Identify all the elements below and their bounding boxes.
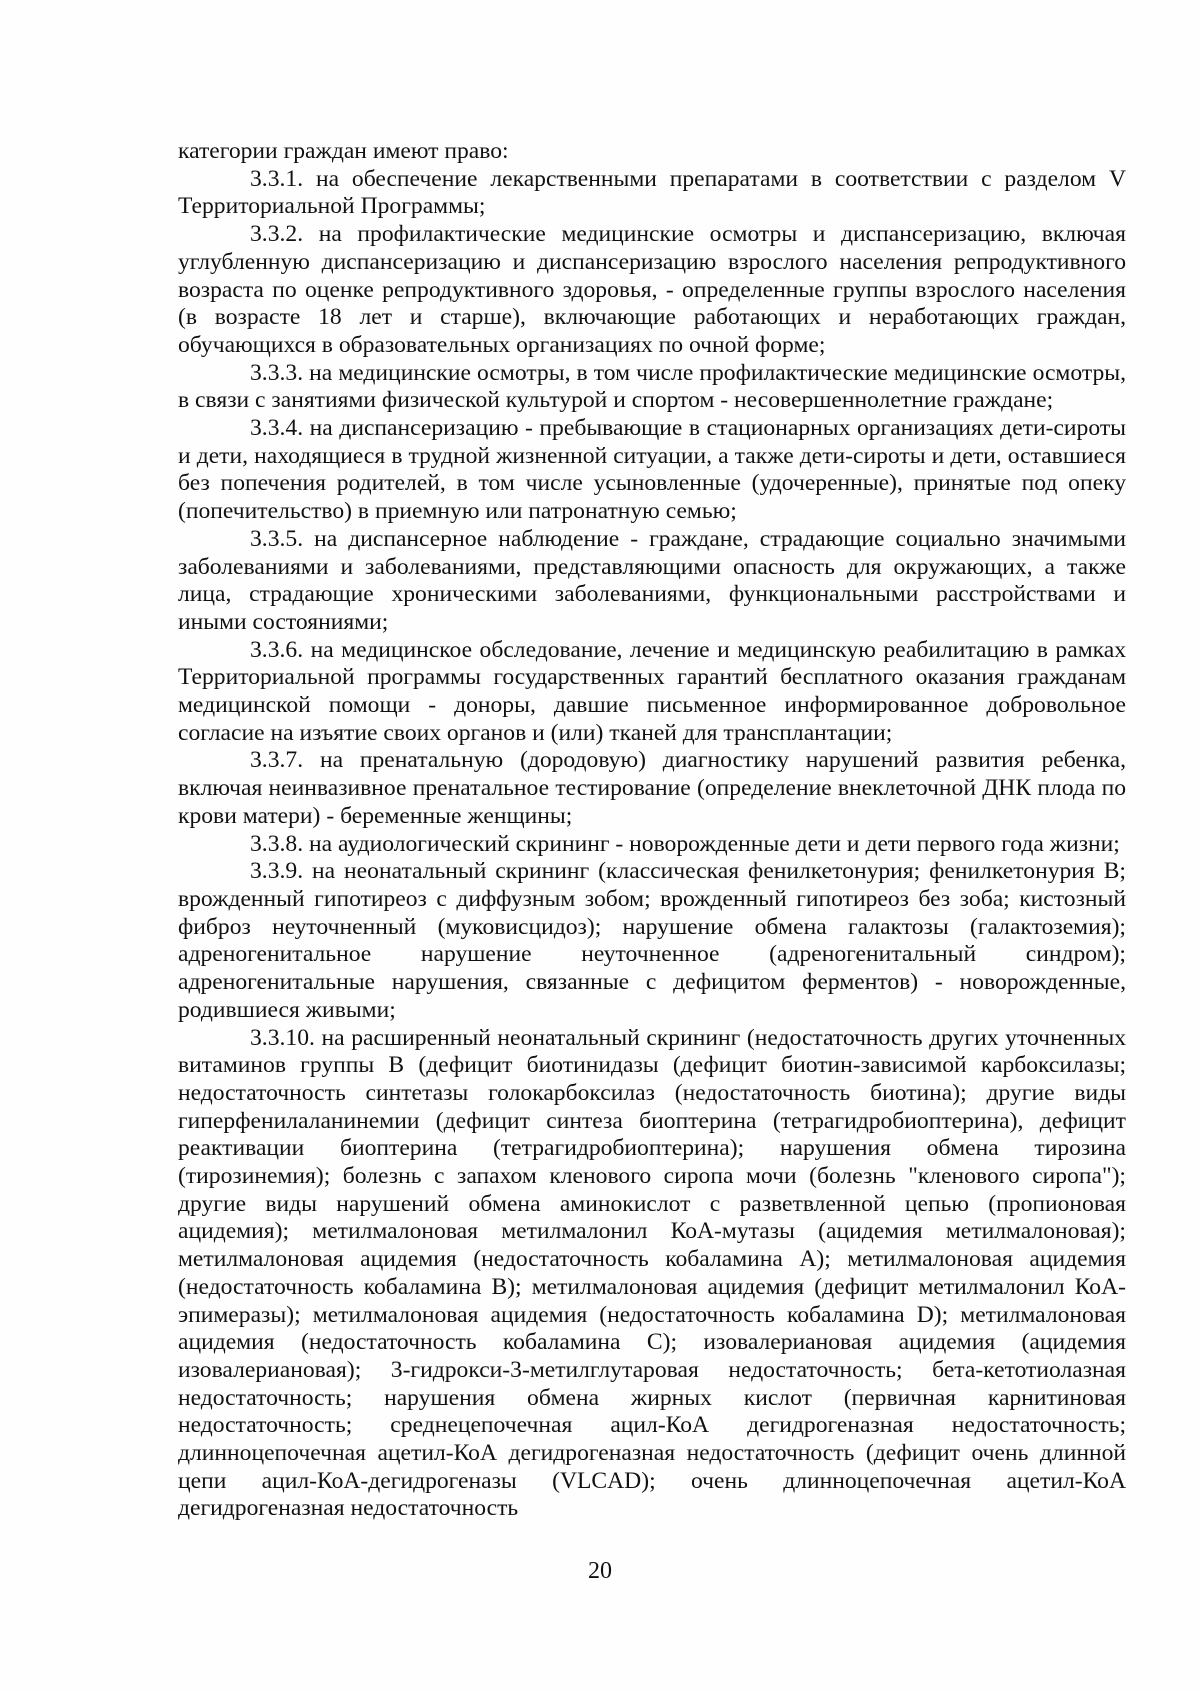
intro-paragraph: категории граждан имеют право: — [178, 138, 509, 164]
item-text: на неонатальный скрининг (классическая фенилкетонурия; фенилкетонурия B; врожденный гипотиреоз с диффузным зобом; врожденный гипотиреоз без зоба; кистозный фиброз неуточненный (муковисцидоз); нарушение обмена галактозы (галактоземия); адреногенитальное нарушение неуточненное (адреногенитальный синдром); адреногенитальные нарушения, связанные с дефицитом ферментов) - новорожденные, родившиеся живыми; — [178, 858, 1126, 1023]
item-number: 3.3.3. — [250, 359, 304, 386]
item-text: на профилактические медицинские осмотры и диспансеризацию, включая углубленную диспансеризацию и диспансеризацию взрослого населения репродуктивного возраста по оценке репродуктивного здоровья, - определенные группы взрослого населения (в возрасте 18 лет и старше), включающие работающих и неработающих граждан, обучающихся в образовательных организациях по очной форме; — [178, 221, 1126, 358]
item-number: 3.3.1. — [250, 165, 304, 192]
item-text: на диспансеризацию - пребывающие в стационарных организациях дети-сироты и дети, находящиеся в трудной жизненной ситуации, а также дети-сироты и дети, оставшиеся без попечения родителей, в том числе усыновленные (удочеренные), принятые под опеку (попечительство) в приемную или патронатную семью; — [178, 415, 1126, 525]
item-text: на аудиологический скрининг - новорожденные дети и дети первого года жизни; — [309, 830, 1120, 857]
item-number: 3.3.5. — [250, 525, 304, 552]
item-text: на пренатальную (дородовую) диагностику нарушений развития ребенка, включая неинвазивное пренатальное тестирование (определение внеклеточной ДНК плода по крови матери) - беременные женщины; — [178, 747, 1126, 829]
item-number: 3.3.6. — [250, 636, 304, 663]
item-number: 3.3.10. — [250, 1024, 315, 1051]
item-number: 3.3.8. — [250, 830, 304, 857]
item-3-3-5 — [178, 526, 1126, 637]
item-3-3-4 — [178, 415, 1126, 526]
item-3-3-9 — [178, 858, 1126, 1024]
item-text: на обеспечение лекарственными препаратами в соответствии с разделом V Территориальной Программы; — [178, 165, 1126, 220]
item-number: 3.3.9. — [250, 858, 304, 885]
item-text: на медицинское обследование, лечение и медицинскую реабилитацию в рамках Территориальной программы государственных гарантий бесплатного оказания гражданам медицинской помощи - доноры, давшие письменное информированное добровольное согласие на изъятие своих органов и (или) тканей для трансплантации; — [178, 636, 1126, 746]
item-3-3-6 — [178, 637, 1126, 748]
item-3-3-2 — [178, 221, 1126, 360]
item-number: 3.3.7. — [250, 747, 304, 774]
item-number: 3.3.2. — [250, 221, 304, 248]
item-text: на расширенный неонатальный скрининг (недостаточность других уточненных витаминов группы B (дефицит биотинидазы (дефицит биотин-зависимой карбоксилазы; недостаточность синтетазы голокарбоксилаз (недостаточность биотина); другие виды гиперфенилаланинемии (дефицит синтеза биоптерина (тетрагидробиоптерина), дефицит реактивации биоптерина (тетрагидробиоптерина); нарушения обмена тирозина (тирозинемия); болезнь с запахом кленового сиропа мочи (болезнь "кленового сиропа"); другие виды нарушений обмена аминокислот с разветвленной цепью (пропионовая ацидемия); метилмалоновая метилмалонил КоА-мутазы (ацидемия метилмалоновая); метилмалоновая ацидемия (недостаточность кобаламина A); метилмалоновая ацидемия (недостаточность кобаламина B); метилмалоновая ацидемия (дефицит метилмалонил КоА-эпимеразы); метилмалоновая ацидемия (недостаточность кобаламина D); метилмалоновая ацидемия (недостаточность кобаламина C); изовалериановая ацидемия (ацидемия изовалериановая); 3-гидрокси-3-метилглутаровая недостаточность; бета-кетотиолазная недостаточность; нарушения обмена жирных кислот (первичная карнитиновая недостаточность; среднецепочечная ацил-КоА дегидрогеназная недостаточность; длинноцепочечная ацетил-КоА дегидрогеназная недостаточность (дефицит очень длинной цепи ацил-КоА-дегидрогеназы (VLCAD); очень длинноцепочечная ацетил-КоА дегидрогеназная недостаточность — [178, 1024, 1126, 1522]
item-3-3-1 — [178, 166, 1126, 221]
item-3-3-10 — [178, 1025, 1126, 1524]
item-number: 3.3.4. — [250, 415, 304, 442]
document-body — [178, 138, 1126, 1523]
item-text: на медицинские осмотры, в том числе профилактические медицинские осмотры, в связи с занятиями физической культурой и спортом - несовершеннолетние граждане; — [178, 359, 1126, 414]
item-3-3-8 — [178, 831, 1126, 859]
item-text: на диспансерное наблюдение - граждане, страдающие социально значимыми заболеваниями и заболеваниями, представляющими опасность для окружающих, а также лица, страдающие хроническими заболеваниями, функциональными расстройствами и иными состояниями; — [178, 525, 1126, 635]
item-3-3-3 — [178, 360, 1126, 415]
page-number: 20 — [588, 1558, 612, 1584]
item-3-3-7 — [178, 747, 1126, 830]
